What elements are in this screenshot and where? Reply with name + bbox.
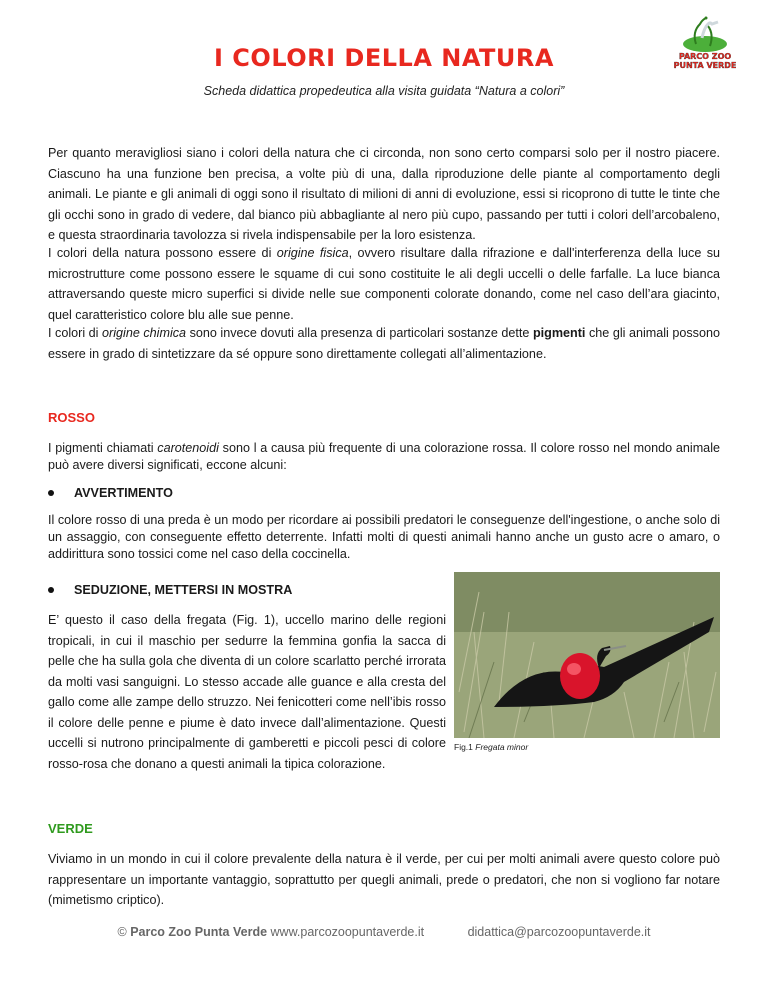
bullet-seduzione: SEDUZIONE, METTERSI IN MOSTRA bbox=[48, 583, 292, 597]
emphasis-carotenoidi: carotenoidi bbox=[157, 441, 219, 455]
page-subtitle: Scheda didattica propedeutica alla visita guidata “Natura a colori” bbox=[203, 84, 565, 98]
intro-paragraph-2: I colori della natura possono essere di origine fisica, ovvero risultare dalla rifrazione e dall'interferenza della luce su microstrutture come possono essere le squame di cui sono costituite le ali degli uccelli o delle farfalle. La luce bianca attraversando queste micro superfici si divide nelle sue componenti colorate donando, come nel caso dell’ara giacinto, quel caratteristico colore blu alle sue penne. bbox=[48, 246, 721, 322]
photo-caption: Fig.1 Fregata minor bbox=[454, 742, 529, 752]
page-title: I COLORI DELLA NATURA bbox=[214, 44, 554, 72]
emphasis-origine-fisica: origine fisica bbox=[276, 246, 349, 260]
park-logo bbox=[666, 14, 744, 72]
bullet-avvertimento: AVVERTIMENTO bbox=[48, 486, 173, 500]
bullet-dot-icon bbox=[48, 490, 54, 496]
verde-text: Viviamo in un mondo in cui il colore prevalente della natura è il verde, per cui per molti animali avere questo colore può rappresentare un importante vantaggio, soprattutto per quegli animali, prede o predatori, che non si vogliono far notare (mimetismo criptico). bbox=[48, 852, 720, 907]
footer-org: Parco Zoo Punta Verde bbox=[130, 925, 268, 939]
heron-icon bbox=[666, 14, 744, 54]
section-heading-rosso: ROSSO bbox=[48, 410, 95, 425]
seduzione-text: E’ questo il caso della fregata (Fig. 1), uccello marino delle regioni tropicali, in cui il maschio per sedurre la femmina gonfia la sacca di pelle che ha sulla gola che diventa di un colore scarlatto perché irrorata da molti vasi sanguigni. Lo stesso accade alle guance e alla cresta del gallo come alle zampe dello struzzo. Nei fenicotteri come nell’ibis rosso il colore delle penne e piume è dato invece dall’alimentazione. Questi uccelli si nutrono principalmente di gamberetti e piccoli pesci di colore rosso-rosa che donano a questi animali la tipica colorazione. bbox=[48, 613, 446, 771]
footer-website-link[interactable]: www.parcozoopuntaverde.it bbox=[270, 925, 425, 939]
emphasis-pigmenti: pigmenti bbox=[532, 326, 586, 340]
frigatebird-photo bbox=[454, 572, 720, 738]
emphasis-origine-chimica: origine chimica bbox=[102, 326, 187, 340]
avvertimento-text: Il colore rosso di una preda è un modo per ricordare ai possibili predatori le conseguenze dell'ingestione, o anche solo di un assaggio, con conseguente effetto deterrente. Infatti molti di questi animali hanno anche un gusto acre o amaro, o addirittura sono tossici come nel caso della coccinella. bbox=[48, 513, 720, 561]
section-heading-verde: VERDE bbox=[48, 821, 93, 836]
bullet-dot-icon bbox=[48, 587, 54, 593]
intro-paragraph-1: Per quanto meravigliosi siano i colori della natura che ci circonda, non sono certo comparsi solo per il nostro piacere. Ciascuno ha una funzione ben precisa, a volte più di una, dalla riproduzione delle piante al comportamento degli animali. Le piante e gli animali di oggi sono il risultato di milioni di anni di evoluzione, essi si ricoprono di tutte le tinte che gli occhi sono in grado di vedere, dal bianco più abbagliante al nero più cupo, passando per tutti i colori dell’arcobaleno, e questa straordinaria tavolozza si rivela indispensabile per la loro esistenza. bbox=[48, 146, 720, 242]
footer-email-link[interactable]: didattica@parcozoopuntaverde.it bbox=[467, 925, 651, 939]
intro-paragraph-3: I colori di origine chimica sono invece dovuti alla presenza di particolari sostanze dette pigmenti che gli animali possono essere in grado di sintetizzare da sé oppure sono direttamente collegati all’alimentazione. bbox=[48, 326, 720, 361]
rosso-intro: I pigmenti chiamati carotenoidi sono l a causa più frequente di una colorazione rossa. Il colore rosso nel mondo animale può avere diversi significati, eccone alcuni: bbox=[48, 441, 720, 472]
page-footer bbox=[0, 925, 768, 939]
logo-line-1: PARCO ZOO bbox=[678, 52, 732, 61]
copyright-symbol: © bbox=[117, 925, 127, 939]
logo-line-2: PUNTA VERDE bbox=[673, 61, 737, 70]
